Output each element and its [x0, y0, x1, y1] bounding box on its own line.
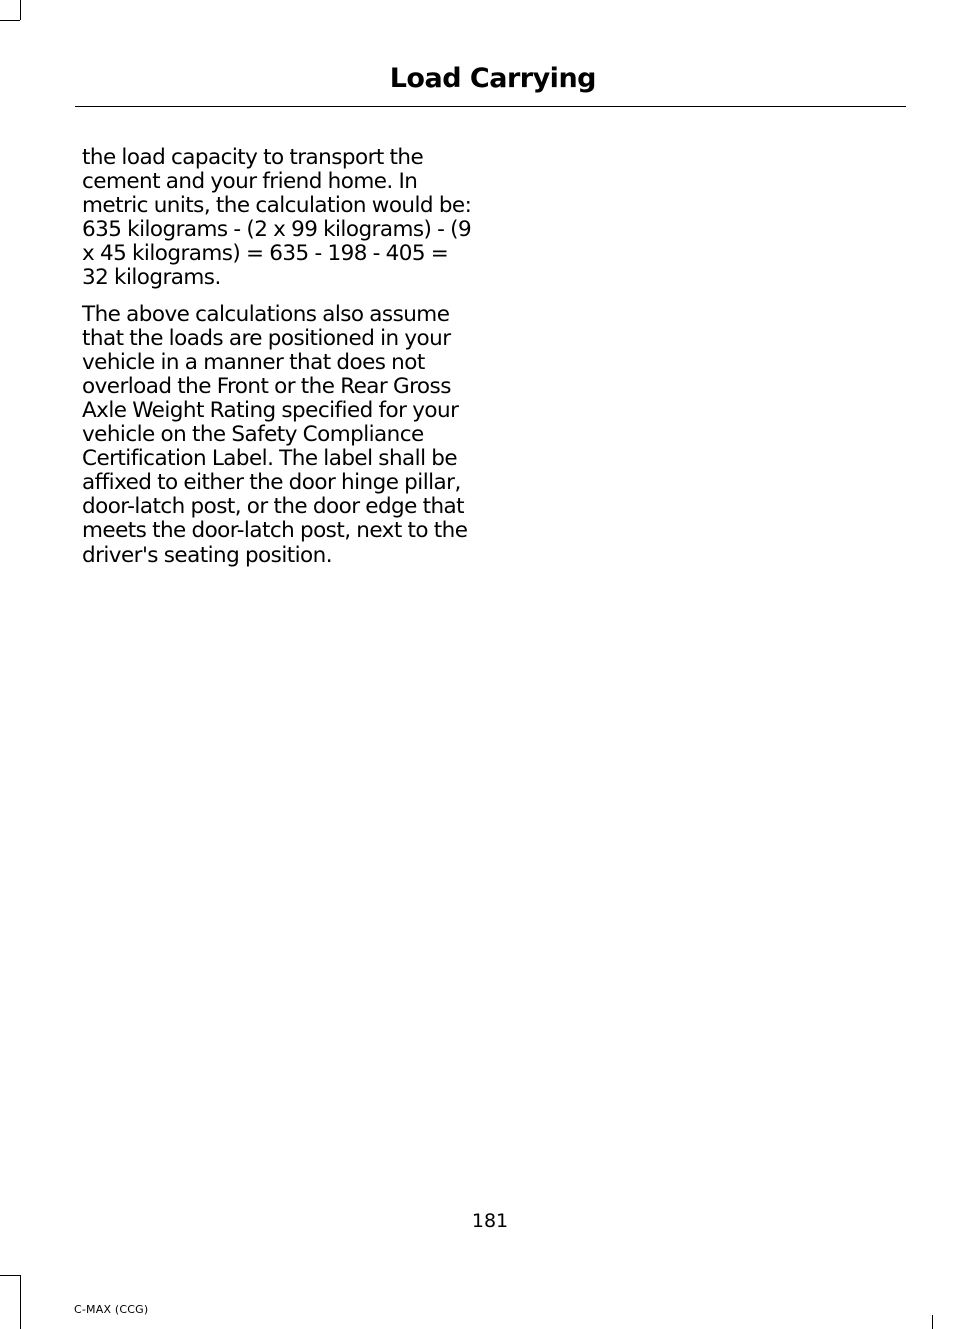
- footer-doc-code: C-MAX (CCG): [74, 1303, 149, 1316]
- header-divider: [75, 106, 906, 107]
- crop-mark-bottom-left-vertical: [20, 1275, 21, 1329]
- crop-mark-bottom-left-horizontal: [0, 1275, 20, 1276]
- paragraph-calculation: the load capacity to transport the cement and your friend home. In metric units, the calculation would be: 635 kilograms - (2 x 99 kilograms) - (9 x 45 kilograms) = 635 - 198 - 405 = 32 kilograms.: [82, 145, 472, 291]
- crop-mark-top-left-vertical: [20, 0, 21, 20]
- page-number: 181: [471, 1210, 509, 1232]
- paragraph-load-placement: The above calculations also assume that the loads are positioned in your vehicle in a manner that does not overload the Front or the Rear Gross Axle Weight Rating specified for your vehicle on the Safety Compliance Certification Label. The label shall be affixed to either the door hinge pillar, door-latch post, or the door edge that meets the door-latch post, next to the driver's seating position.: [82, 301, 468, 568]
- crop-mark-bottom-right-vertical: [932, 1315, 933, 1329]
- content-column: [82, 146, 474, 580]
- page-title: Load Carrying: [389, 63, 596, 94]
- crop-mark-top-left-horizontal: [0, 20, 20, 21]
- page-header: [75, 58, 906, 108]
